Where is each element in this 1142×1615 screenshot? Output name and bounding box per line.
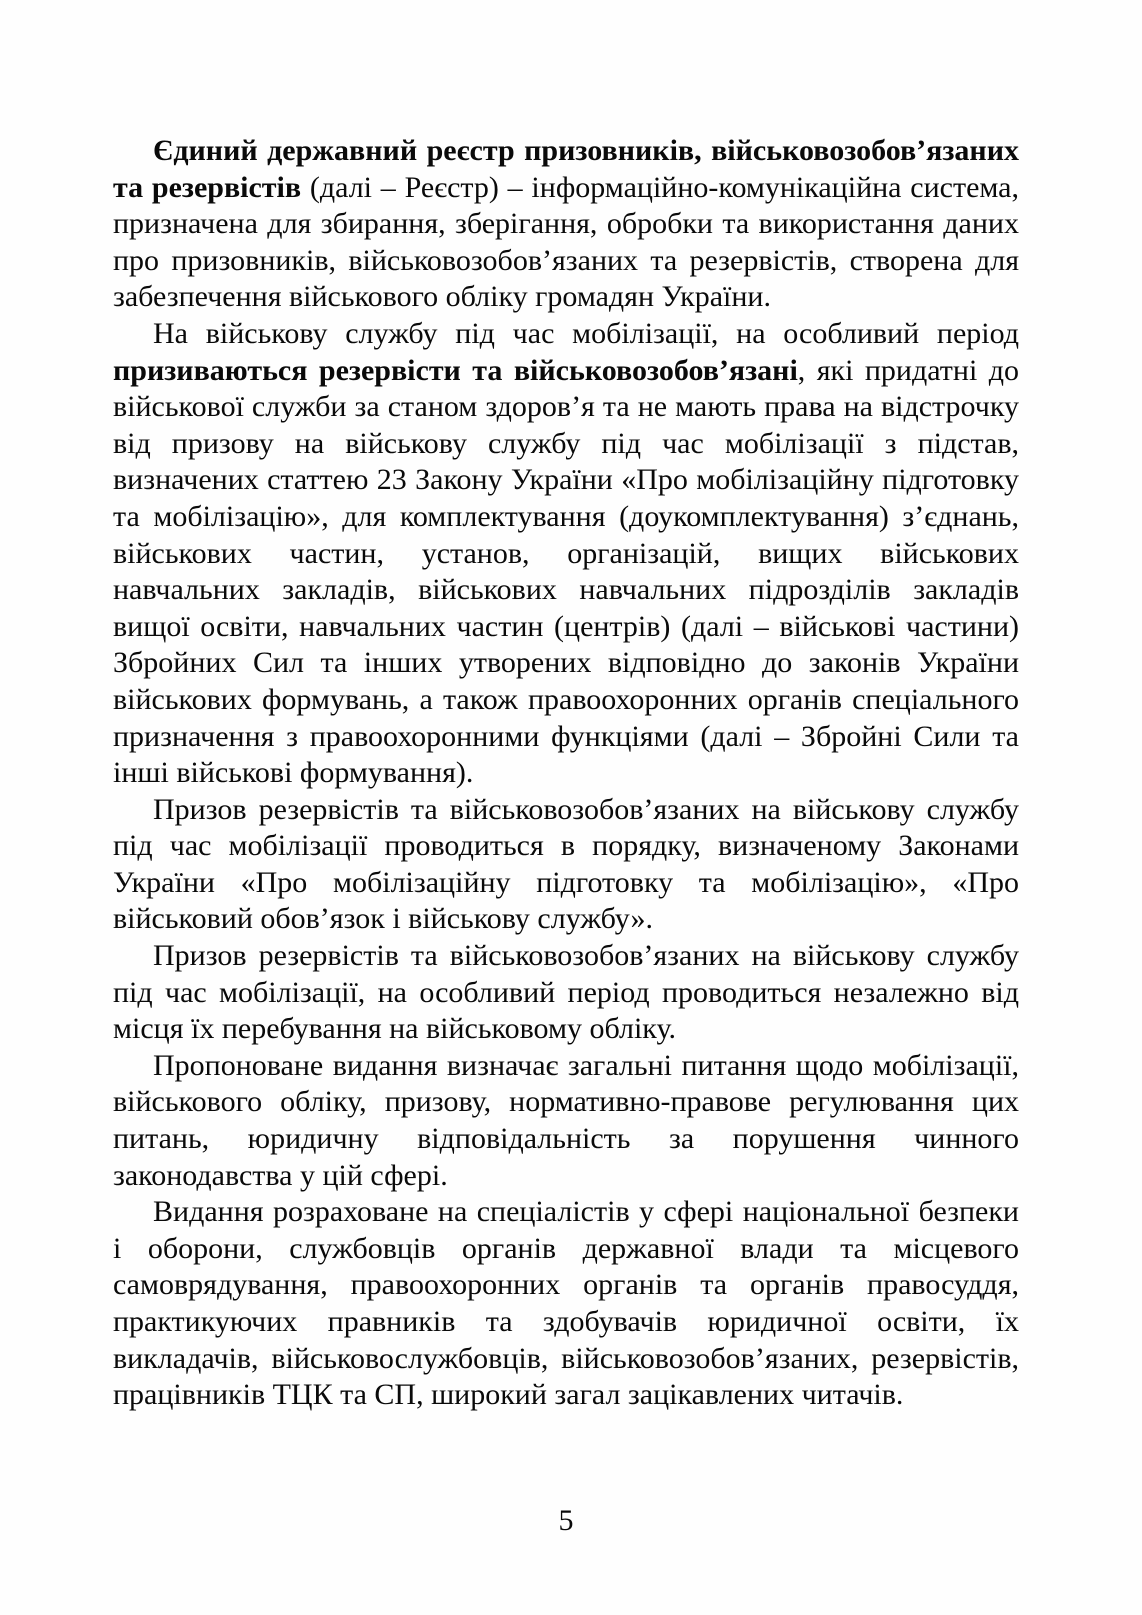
text-run: Єдиний державний реєстр призовників, військовозобов’язаних та резервістів (113, 134, 1019, 204)
paragraph-3 (113, 792, 1019, 938)
page-number: 5 (558, 1504, 574, 1537)
text-run: Видання розраховане на спеціалістів у сфері національної безпеки і оборони, службовців органів державної влади та місцевого самоврядування, правоохоронних органів та органів правосуддя, практикуючих правників та здобувачів юридичної освіти, їх викладачів, військовослужбовців, військовозобов’язаних, резервістів, працівників ТЦК та СП, широкий загал зацікавлених читачів. (113, 1195, 1019, 1412)
text-run: Пропоноване видання визначає загальні питання щодо мобілізації, військового обліку, призову, нормативно-правове регулювання цих питань, юридичну відповідальність за порушення чинного законодавства у цій сфері. (113, 1048, 1019, 1192)
text-run: На військову службу під час мобілізації, на особливий період (153, 316, 1019, 350)
text-run: (далі – Реєстр) – інформаційно-комунікаційна система, призначена для збирання, зберігання, обробки та використання даних про призовників, військовозобов’язаних та резервістів, створена для забезпечення військового обліку громадян України. (113, 170, 1019, 314)
text-run: призиваються резервісти та військовозобов’язані (113, 353, 798, 387)
paragraph-4 (113, 938, 1019, 1048)
paragraph-2 (113, 316, 1019, 792)
paragraph-5 (113, 1048, 1019, 1194)
text-run: Призов резервістів та військовозобов’язаних на військову службу під час мобілізації проводиться в порядку, визначеному Законами України «Про мобілізаційну підготовку та мобілізацію», «Про військовий обов’язок і військову службу». (113, 792, 1019, 936)
paragraph-6 (113, 1194, 1019, 1414)
body-text (113, 133, 1019, 1414)
paragraph-1 (113, 133, 1019, 316)
text-run: Призов резервістів та військовозобов’язаних на військову службу під час мобілізації, на особливий період проводиться незалежно від місця їх перебування на військовому обліку. (113, 939, 1019, 1046)
text-run: , які придатні до військової служби за станом здоров’я та не мають права на відстрочку від призову на військову службу під час мобілізації з підстав, визначених статтею 23 Закону України «Про мобілізаційну підготовку та мобілізацію», для комплектування (доукомплектування) з’єднань, військових частин, установ, організацій, вищих військових навчальних закладів, військових навчальних підрозділів закладів вищої освіти, навчальних частин (центрів) (далі – військові частини) Збройних Сил та інших утворених відповідно до законів України військових формувань, а також правоохоронних органів спеціального призначення з правоохоронними функціями (далі – Збройні Сили та інші військові формування). (113, 353, 1019, 790)
